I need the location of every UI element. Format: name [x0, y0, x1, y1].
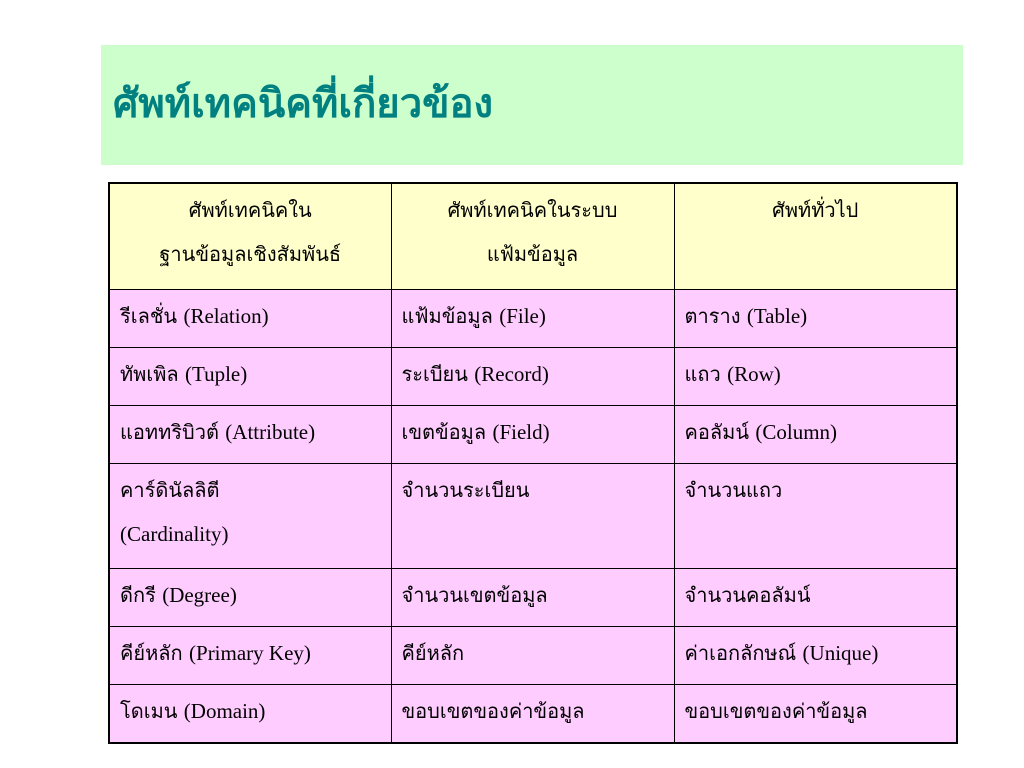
table-cell: [391, 568, 674, 626]
table-cell: [391, 463, 674, 568]
cell-thai: ดีกรี: [120, 582, 156, 607]
table-row: [109, 463, 957, 568]
cell-thai: ระเบียน: [401, 361, 468, 386]
header-line: ศัพท์เทคนิคใน: [188, 198, 312, 222]
header-line: ศัพท์เทคนิคในระบบ: [447, 198, 618, 222]
table-row: [109, 405, 957, 463]
header-file-system: [391, 183, 674, 289]
cell-thai: คีย์หลัก: [401, 640, 465, 665]
cell-english: (Record): [474, 361, 549, 386]
cell-thai: แฟ้มข้อมูล: [401, 303, 493, 328]
cell-english: (Column): [755, 419, 838, 444]
cell-thai: จำนวนเขตข้อมูล: [401, 582, 548, 607]
cell-english: (Tuple): [185, 361, 248, 386]
cell-thai: คีย์หลัก: [120, 640, 183, 665]
cell-thai: จำนวนแถว: [684, 477, 783, 502]
cell-thai: ค่าเอกลักษณ์: [684, 640, 797, 665]
table-cell: [109, 684, 391, 743]
table-row: [109, 289, 957, 347]
cell-english: (Degree): [162, 582, 237, 607]
table-header-row: [109, 183, 957, 289]
header-line: ฐานข้อมูลเชิงสัมพันธ์: [159, 242, 342, 266]
table-cell: [109, 463, 391, 568]
table-cell: [674, 289, 957, 347]
cell-english: (Primary Key): [189, 640, 311, 665]
cell-thai: ตาราง: [684, 303, 741, 328]
header-general: [674, 183, 957, 289]
cell-thai: ขอบเขตของค่าข้อมูล: [684, 698, 868, 723]
header-line: ศัพท์ทั่วไป: [772, 198, 859, 222]
table-cell: [391, 289, 674, 347]
cell-thai: คาร์ดินัลลิตี: [120, 477, 220, 502]
title-banner: [101, 45, 963, 165]
table-cell: [674, 626, 957, 684]
table-cell: [674, 568, 957, 626]
cell-thai: โดเมน: [120, 698, 178, 723]
terminology-table: [108, 182, 958, 744]
table-row: [109, 347, 957, 405]
table-row: [109, 684, 957, 743]
table-cell: [109, 568, 391, 626]
cell-english: (Cardinality): [120, 521, 229, 546]
slide-title: ศัพท์เทคนิคที่เกี่ยวข้อง: [113, 80, 494, 127]
table-cell: [674, 463, 957, 568]
cell-english: (Table): [746, 303, 808, 328]
table-cell: [391, 626, 674, 684]
table-cell: [391, 347, 674, 405]
cell-english: (File): [499, 303, 546, 328]
cell-thai: เขตข้อมูล: [401, 419, 487, 444]
cell-english: (Relation): [183, 303, 269, 328]
cell-thai: ทัพเพิล: [120, 361, 179, 386]
cell-thai: รีเลชั่น: [120, 303, 178, 328]
cell-english: (Unique): [802, 640, 879, 665]
cell-thai: จำนวนคอลัมน์: [684, 582, 811, 607]
table-cell: [391, 684, 674, 743]
table-cell: [391, 405, 674, 463]
table-cell: [109, 626, 391, 684]
table-cell: [674, 347, 957, 405]
table-cell: [674, 405, 957, 463]
cell-english: (Row): [727, 361, 781, 386]
cell-english: (Field): [492, 419, 550, 444]
cell-english: (Domain): [183, 698, 266, 723]
header-line: แฟ้มข้อมูล: [486, 242, 579, 266]
table-row: [109, 626, 957, 684]
table-cell: [674, 684, 957, 743]
cell-thai: แถว: [684, 361, 721, 386]
table-cell: [109, 347, 391, 405]
table-row: [109, 568, 957, 626]
table-cell: [109, 405, 391, 463]
cell-thai: ขอบเขตของค่าข้อมูล: [401, 698, 585, 723]
cell-english: (Attribute): [225, 419, 316, 444]
cell-thai: จำนวนระเบียน: [401, 477, 530, 502]
table-cell: [109, 289, 391, 347]
cell-thai: แอททริบิวต์: [120, 419, 219, 444]
header-relational-db: [109, 183, 391, 289]
cell-thai: คอลัมน์: [684, 419, 750, 444]
